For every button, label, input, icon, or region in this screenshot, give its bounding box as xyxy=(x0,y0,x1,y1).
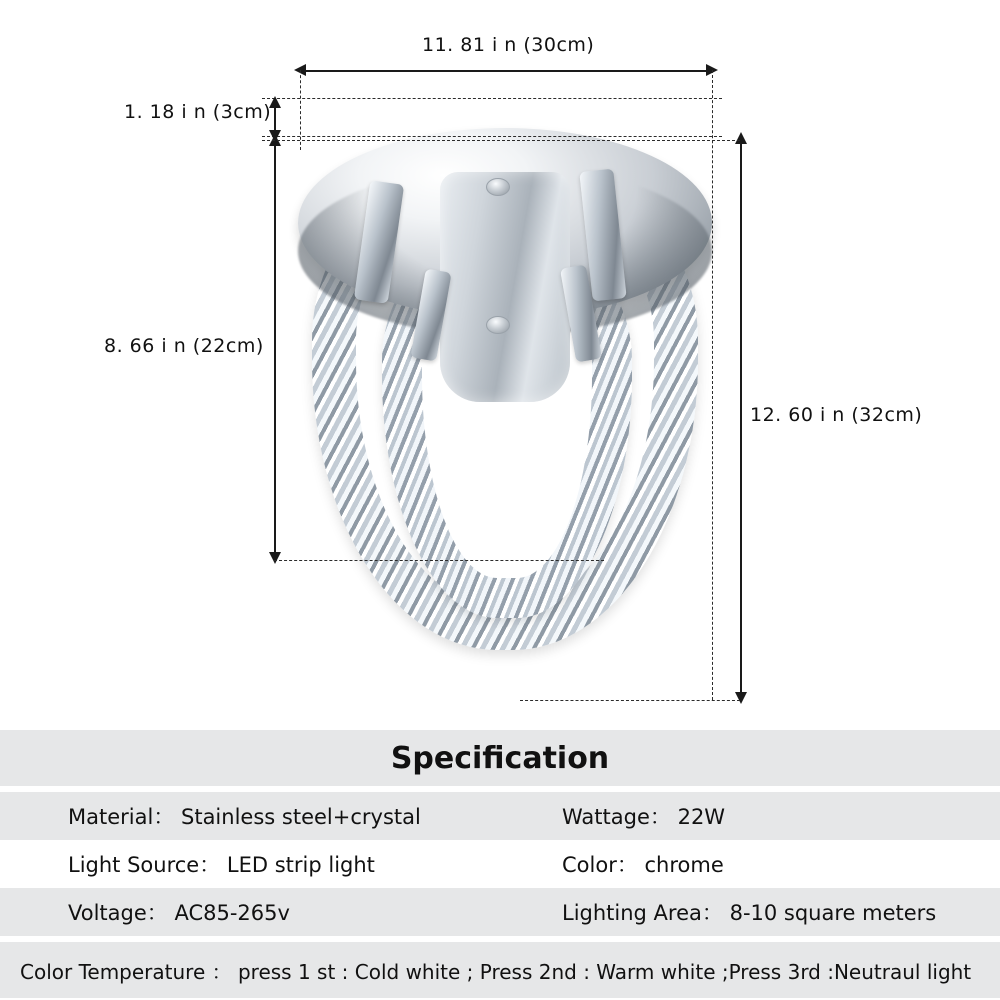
table-row xyxy=(0,840,1000,888)
spec-cell-lighting-area xyxy=(500,897,1000,927)
arrow-down-ring xyxy=(269,552,281,564)
spec-cell-voltage xyxy=(0,897,500,927)
table-row xyxy=(0,792,1000,840)
ext-line-plate-top xyxy=(262,98,722,99)
arrow-down-total xyxy=(735,692,747,704)
dim-line-width-top xyxy=(300,70,712,72)
spec-label-wattage: Wattage： xyxy=(562,805,671,829)
dim-line-ring-height xyxy=(274,140,276,560)
ext-line-plate-bottom xyxy=(262,136,722,137)
screw-icon xyxy=(486,178,510,196)
ext-line-total-bottom xyxy=(520,700,740,701)
dim-line-total-height xyxy=(740,140,742,700)
spec-cell-wattage xyxy=(500,801,1000,831)
dim-label-total-height: 12. 60 i n (32cm) xyxy=(750,404,923,426)
arrow-up-total xyxy=(735,132,747,144)
arrow-up-plate xyxy=(269,96,281,108)
screw-icon xyxy=(486,316,510,334)
spec-label-light-source: Light Source： xyxy=(68,853,221,877)
spec-label-color: Color： xyxy=(562,853,638,877)
spec-cell-light-source xyxy=(0,849,500,879)
dim-label-width-top: 11. 81 i n (30cm) xyxy=(422,34,595,56)
plate-center-bracket xyxy=(440,172,570,402)
ceiling-plate xyxy=(290,120,720,350)
spec-cell-color xyxy=(500,849,1000,879)
specification-table xyxy=(0,730,1000,1000)
spec-label-voltage: Voltage： xyxy=(68,901,168,925)
spec-value-light-source: LED strip light xyxy=(226,853,375,877)
spec-label-material: Material： xyxy=(68,805,175,829)
ext-line-ring-bottom xyxy=(274,560,604,561)
ext-line-total-top xyxy=(262,140,740,141)
ext-line-left-width xyxy=(300,70,301,150)
dim-label-plate-height: 1. 18 i n (3cm) xyxy=(124,101,272,123)
lamp-illustration xyxy=(290,120,720,690)
spec-cell-material xyxy=(0,801,500,831)
spec-value-wattage: 22W xyxy=(677,805,726,829)
spec-value-material: Stainless steel+crystal xyxy=(181,805,421,829)
dim-label-ring-height: 8. 66 i n (22cm) xyxy=(104,335,264,357)
spec-label-lighting-area: Lighting Area： xyxy=(562,901,723,925)
spec-value-voltage: AC85-265v xyxy=(174,901,290,925)
table-row xyxy=(0,888,1000,936)
page-title: Specification xyxy=(390,740,610,776)
table-row-color-temperature xyxy=(0,942,1000,998)
spec-title-row xyxy=(0,730,1000,786)
ext-line-right-width xyxy=(712,70,713,700)
spec-value-color-temperature: Color Temperature ： press 1 st : Cold white ; Press 2nd : Warm white ;Press 3rd :Neutraul light xyxy=(20,959,972,984)
spec-value-lighting-area: 8-10 square meters xyxy=(729,901,937,925)
spec-value-color: chrome xyxy=(644,853,724,877)
